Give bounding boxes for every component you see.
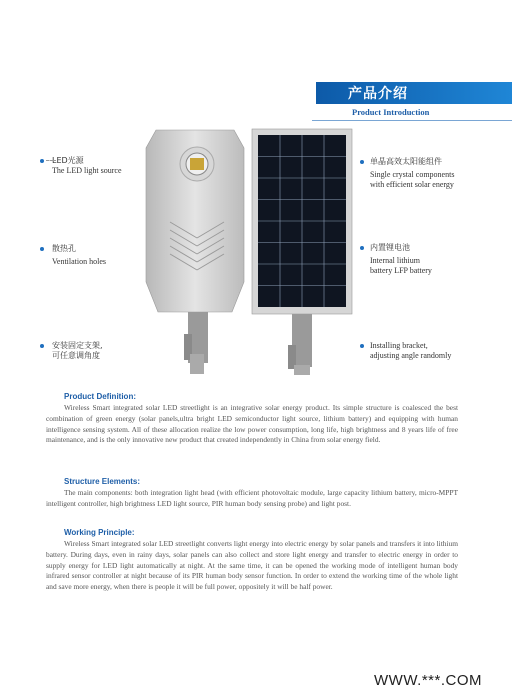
callout-bracket-cn-line2: 可任意调角度 <box>52 351 100 360</box>
section-body-structure: The main components: both integration light head (with efficient photovoltaic module, large capacity lithium battery, micro-MPPT intelligent controller, high brightness LED light source, PIR human body sensing probe) and light post. <box>46 488 458 508</box>
callout-bracket-en <box>364 341 451 361</box>
section-body-principle: Wireless Smart integrated solar LED streetlight converts light energy into electric energy by solar panels and transfers it into lithium battery. During days, even in rainy days, solar panels can also collect and store light energy and transfer to electric energy in order to supply energy for LED light automatically at night. At the same time, it can be opened the working mode of intelligent human body infrared sensor controller at night because of its PIR human body sensor function. In order to extend the working time of the whole light and save more energy, when there is people it will be full power, oppositely it will be half power. <box>46 539 458 592</box>
bullet-icon <box>360 344 364 348</box>
callout-ventilation-cn: 散热孔 <box>52 244 76 253</box>
callout-battery-en1: Internal lithium <box>370 256 420 265</box>
header-band <box>316 82 512 104</box>
section-title-principle: Working Principle: <box>64 528 135 537</box>
callout-battery-en2: battery LFP battery <box>370 266 432 275</box>
header-divider <box>312 120 512 121</box>
callout-bracket-en2: adjusting angle randomly <box>370 351 452 360</box>
bullet-icon <box>40 159 44 163</box>
callout-led-source-en: The LED light source <box>52 166 122 175</box>
callout-bracket-cn-line1: 安装固定支架, <box>52 341 103 350</box>
callout-solar-module-en2: with efficient solar energy <box>370 180 454 189</box>
section-title-structure: Structure Elements: <box>64 477 141 486</box>
lamp-front-image <box>140 122 250 377</box>
section-title-definition: Product Definition: <box>64 392 136 401</box>
callout-led-source <box>42 156 122 176</box>
callout-ventilation-en: Ventilation holes <box>52 257 106 266</box>
leader-line <box>46 160 56 161</box>
bullet-icon <box>360 246 364 250</box>
page-title: 产品介绍 <box>348 86 408 102</box>
callout-solar-module <box>364 157 454 190</box>
footer-website: WWW.***.COM <box>374 672 482 689</box>
callout-battery-cn: 内置锂电池 <box>370 243 410 252</box>
callout-bracket-en1: Installing bracket, <box>370 341 428 350</box>
callout-battery <box>364 243 432 276</box>
bullet-icon <box>40 344 44 348</box>
callout-bracket-cn <box>42 341 103 361</box>
solar-panel-image <box>250 127 360 377</box>
bullet-icon <box>360 160 364 164</box>
callout-ventilation <box>42 244 106 267</box>
page-subtitle: Product Introduction <box>352 107 430 117</box>
callout-led-source-cn: LED光源 <box>52 156 84 165</box>
callout-solar-module-cn: 单晶高效太阳能组件 <box>370 157 442 166</box>
bullet-icon <box>40 247 44 251</box>
callout-solar-module-en1: Single crystal components <box>370 170 455 179</box>
section-body-definition: Wireless Smart integrated solar LED streetlight is an integrative solar energy product. Its simple structure is coalesced the best combination of green energy (solar panels,ultra bright LED semiconductor light source, lithium battery) and equipping with human intelligence sensing system. All of these allocation realize the low power consumption, long life, high brightness and 8 years life of free maintenance, and is the only innovative new product that created independently in China from solar energy field. <box>46 403 458 445</box>
